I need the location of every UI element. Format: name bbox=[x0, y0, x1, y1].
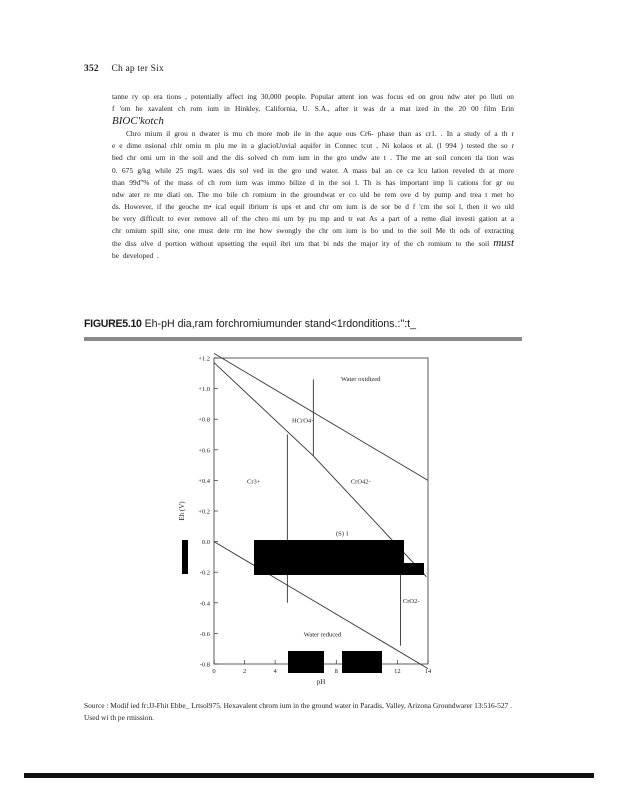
y-tick-label: +1.2 bbox=[198, 355, 210, 363]
figure-caption-text: Eh-pH dia,ram forchromiumunder stand<1rdonditions.:":t_ bbox=[144, 318, 416, 330]
y-tick-label: 0.0 bbox=[201, 539, 210, 547]
series-cr3-hcro4-boundary bbox=[214, 363, 313, 456]
redaction-bar-axis-2 bbox=[342, 651, 382, 673]
paragraph-1-italic: BIOC'kotch bbox=[112, 115, 164, 128]
figure-rule bbox=[84, 337, 522, 341]
paragraph-1 bbox=[112, 91, 514, 128]
annotation-cro4: CrO42- bbox=[350, 478, 371, 486]
x-tick-label: 2 bbox=[242, 668, 247, 675]
paragraph-2-end: be developed . bbox=[112, 251, 159, 261]
paragraph-1-text: tanne ry op era tions , potentially affect ing 30,000 people. Popular attent ion was focus ed on grou ndw ater po lluti on f 'om he xavalent ch rom ium in Hinkley, California, U. S.A., after it was dr a mat ized in the 20 00 film Erin bbox=[112, 92, 514, 114]
x-tick-label: 8 bbox=[334, 668, 338, 675]
eh-ph-chart bbox=[170, 348, 440, 693]
figure-label: FIGURE5.10 bbox=[84, 318, 142, 330]
annotation-cro2: CrO2- bbox=[402, 597, 420, 605]
paragraph-2-text: Chro mium il grou n dwater is mu ch more mob ile in the aque ous Cr6- phase than as cr1. . In a study of a th r e e dime nsional chlr omiu m plu me in a glacioUuvial aquifer in Connec tcut , Ni kolaos et al. (l 994 ) tested the so r bed chr omi um in the soil and the dis solved ch rom ium in the gro undw ate t . The me an soil concen tla tion was 0. 675 g/kg while 25 mg/L waes dis sol ved in the gro und water. A mass bal an ce ca lcu lation reveled th at more than 99d"% of the mass of ch rom ium was immo bilize d in the soi l. Th is has important imp li cations for gr ou ndw ater re me diati on. The mo bile ch romium in the groundwat er co uld be rem ove d by pump and trea t met ho ds. However, if the geoche m• ical equil ibrium is ups et and chr om ium is de sor be d f 'cm the soi l, then it wo uld be very difficult to ever remove all of the chro mi um by pu mp and tr eat As a part of a reme dial investi gation at a chr omium spill site, one must dete rm ine how swongly the chr om ium is bo und to the soil Me th ods of extracting the diss olve d portion without upsetting the equil ibri um that bi nds the major ity of the ch romium to the soil bbox=[112, 129, 514, 249]
y-tick-label: +0.8 bbox=[198, 416, 210, 424]
x-tick-label: 0 bbox=[212, 668, 216, 675]
y-tick-label: -0.6 bbox=[199, 630, 210, 638]
x-tick-label: 12 bbox=[394, 668, 401, 675]
paragraph-2-italic: must bbox=[493, 237, 514, 250]
annotation-water-reduced: Water reduced bbox=[303, 631, 342, 639]
annotation-cr3: Cr3+ bbox=[247, 478, 261, 486]
annotation-solid: (S) 1 bbox=[335, 530, 349, 538]
x-tick-label: 4 bbox=[273, 668, 277, 675]
page-number: 352 bbox=[84, 64, 99, 74]
eh-ph-chart-svg bbox=[170, 348, 440, 688]
body-text bbox=[112, 91, 514, 262]
chapter-title: Ch ap ter Six bbox=[111, 64, 164, 74]
y-tick-label: -0.2 bbox=[199, 569, 210, 577]
bottom-rule bbox=[24, 773, 594, 778]
y-axis-label: Eh (V) bbox=[178, 501, 186, 521]
redaction-bar-left bbox=[182, 540, 188, 574]
series-water-oxidized-boundary bbox=[214, 353, 428, 480]
page-header bbox=[84, 64, 164, 74]
y-tick-label: +0.4 bbox=[198, 477, 210, 485]
y-tick-label: -0.4 bbox=[199, 600, 210, 608]
x-tick-label: 14 bbox=[424, 668, 432, 675]
figure-caption bbox=[84, 318, 416, 330]
chart-frame bbox=[214, 358, 428, 664]
y-tick-label: +1.0 bbox=[198, 386, 210, 394]
y-tick-label: +0.2 bbox=[198, 508, 210, 516]
paragraph-2 bbox=[112, 128, 514, 262]
source-note: Source : Modif ied fr:JJ-Fhit Ebbe_ Lrtsol975. Hexavalent chrom ium in the ground water in Paradis, Valley, Arizona Groundwarer 13:516-527 . Used wi th pe rmission. bbox=[84, 701, 512, 722]
x-axis-label: pH bbox=[316, 678, 326, 686]
redaction-bar-axis-1 bbox=[288, 651, 324, 673]
y-tick-label: +0.6 bbox=[198, 447, 210, 455]
annotation-water-oxidized: Water oxidized bbox=[341, 375, 381, 383]
annotation-hcro4: HCrO4- bbox=[292, 417, 314, 425]
redaction-bar-right bbox=[254, 563, 424, 575]
y-tick-label: -0.8 bbox=[199, 661, 210, 669]
